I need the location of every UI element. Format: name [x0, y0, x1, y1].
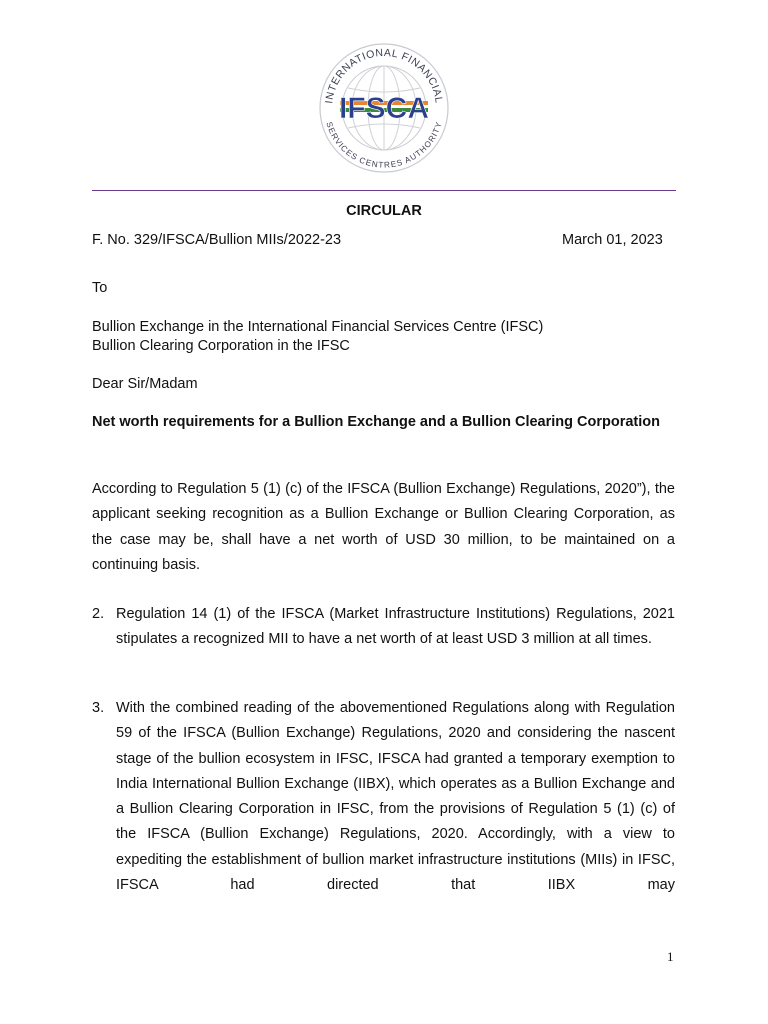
salutation: Dear Sir/Madam — [92, 376, 198, 392]
header-divider — [92, 190, 676, 191]
page-number: 1 — [667, 949, 674, 964]
file-number: F. No. 329/IFSCA/Bullion MIIs/2022-23 — [92, 232, 342, 248]
addressee-line-2: Bullion Clearing Corporation in the IFSC — [92, 338, 350, 354]
logo-acronym: IFSCA — [339, 92, 429, 125]
circular-date: March 01, 2023 — [562, 232, 663, 248]
document-title: CIRCULAR — [346, 203, 422, 219]
addressee-to: To — [92, 280, 108, 296]
subject-heading: Net worth requirements for a Bullion Exchange and a Bullion Clearing Corporation — [92, 414, 660, 430]
numbered-paragraph — [92, 696, 675, 898]
paragraph-number: 3. — [92, 700, 105, 716]
paragraph-1: According to Regulation 5 (1) (c) of the IFSCA (Bullion Exchange) Regulations, 2020”), the applicant seeking recognition as a Bullion Exchange or Bullion Clearing Corporation, as the case may be, shall have a net worth of USD 30 million, to be maintained on a continuing basis. — [92, 481, 675, 573]
paragraph-number: 2. — [92, 606, 105, 622]
addressee-line-1: Bullion Exchange in the International Financial Services Centre (IFSC) — [92, 319, 544, 335]
ifsca-logo — [318, 42, 450, 174]
paragraph-text: Regulation 14 (1) of the IFSCA (Market Infrastructure Institutions) Regulations, 2021 stipulates a recognized MII to have a net worth of at least USD 3 million at all times. — [116, 606, 675, 648]
numbered-paragraph — [92, 602, 675, 653]
logo-ring-bottom-text: SERVICES CENTRES AUTHORITY — [324, 120, 444, 170]
logo-ring-top-text: INTERNATIONAL FINANCIAL — [323, 46, 445, 105]
paragraph-text: With the combined reading of the abovementioned Regulations along with Regulation 59 of the IFSCA (Bullion Exchange) Regulations, 2020 and considering the nascent stage of the bullion ecosystem in IFSC, IFSCA had granted a temporary exemption to India International Bullion Exchange (IIBX), which operates as a Bullion Exchange and a Bullion Clearing Corporation in IFSC, from the provisions of Regulation 5 (1) (c) of the IFSCA (Bullion Exchange) Regulations, 2020. Accordingly, with a view to expediting the establishment of bullion market infrastructure institutions (MIIs) in IFSC, IFSCA had directed that IIBX may — [116, 700, 675, 894]
